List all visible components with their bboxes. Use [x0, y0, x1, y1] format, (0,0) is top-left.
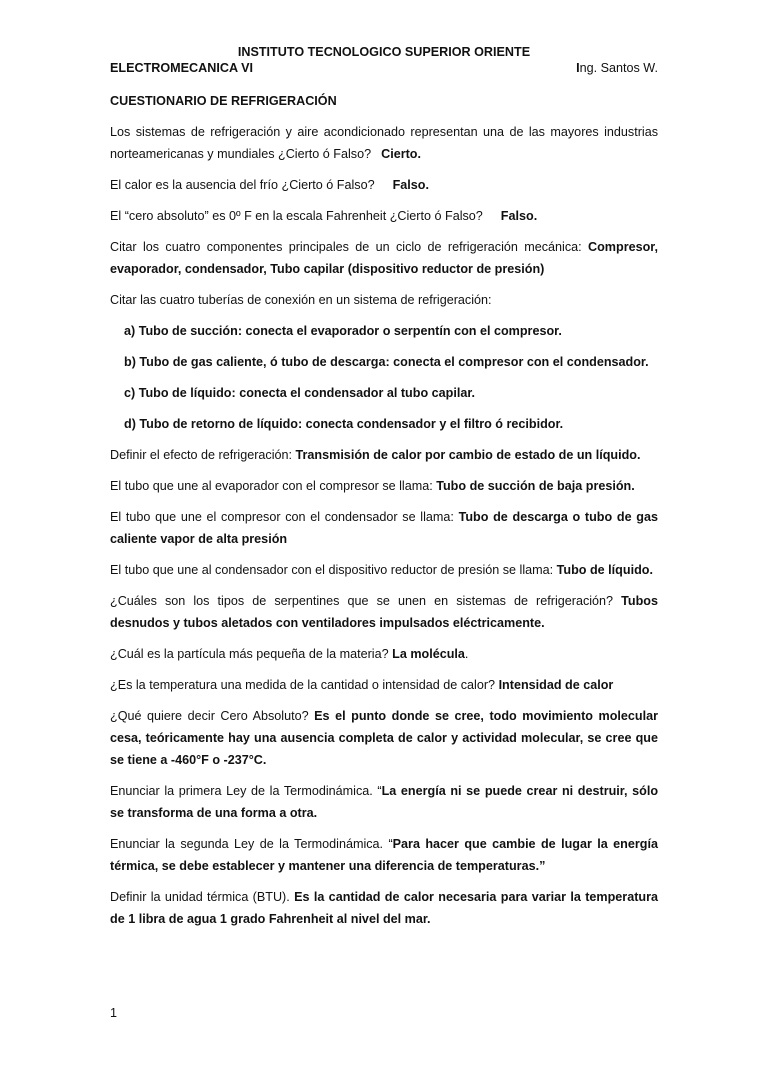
question-5: [110, 289, 658, 311]
question-text: ¿Cuáles son los tipos de serpentines que se unen en sistemas de refrigeración?: [110, 594, 614, 608]
answer-text: Es el punto donde se cree, todo movimiento molecular cesa, teóricamente hay una ausencia completa de calor y actividad molecular, se cree que se tiene a -460°F o -237°C.: [110, 709, 658, 767]
question-text: ¿Cuál es la partícula más pequeña de la materia?: [110, 647, 389, 661]
answer-text: Cierto.: [381, 147, 421, 161]
question-text: Los sistemas de refrigeración y aire acondicionado representan una de las mayores industrias norteamericanas y mundiales ¿Cierto ó Falso?: [110, 125, 658, 161]
answer-text: Es la cantidad de calor necesaria para variar la temperatura de 1 libra de agua 1 grado Fahrenheit al nivel del mar.: [110, 890, 658, 926]
list-item: c) Tubo de líquido: conecta el condensador al tubo capilar.: [124, 386, 476, 400]
answer-text: Falso.: [500, 209, 538, 223]
answer-text: Tubo de líquido.: [556, 563, 653, 577]
author-rest: ng. Santos W.: [579, 61, 658, 75]
question-6: [110, 444, 658, 466]
question-text: ¿Qué quiere decir Cero Absoluto?: [110, 709, 309, 723]
question-1: [110, 121, 658, 165]
question-16: [110, 886, 658, 930]
list-item: b) Tubo de gas caliente, ó tubo de descarga: conecta el compresor con el condensador.: [124, 355, 649, 369]
question-text: El tubo que une al evaporador con el compresor se llama:: [110, 479, 433, 493]
question-text: Definir la unidad térmica (BTU).: [110, 890, 290, 904]
question-text: Enunciar la segunda Ley de la Termodinámica. “: [110, 837, 393, 851]
question-10: [110, 590, 658, 634]
question-8: [110, 506, 658, 550]
question-text: ¿Es la temperatura una medida de la cantidad o intensidad de calor?: [110, 678, 496, 692]
question-14: [110, 780, 658, 824]
author-name: [576, 60, 658, 76]
question-text: Definir el efecto de refrigeración:: [110, 448, 293, 462]
question-12: [110, 674, 658, 696]
pipes-list: [110, 320, 658, 435]
answer-text: Tubo de succión de baja presión.: [436, 479, 635, 493]
question-4: [110, 236, 658, 280]
question-text: Citar los cuatro componentes principales de un ciclo de refrigeración mecánica:: [110, 240, 582, 254]
document-page: [110, 44, 658, 930]
question-text: El tubo que une al condensador con el dispositivo reductor de presión se llama:: [110, 563, 554, 577]
header-row: [110, 60, 658, 76]
answer-text: Para hacer que cambie de lugar la energía térmica, se debe establecer y mantener una diferencia de temperaturas.”: [110, 837, 658, 873]
answer-text: Transmisión de calor por cambio de estado de un líquido.: [295, 448, 641, 462]
list-item: d) Tubo de retorno de líquido: conecta condensador y el filtro ó recibidor.: [124, 417, 564, 431]
section-title: CUESTIONARIO DE REFRIGERACIÓN: [110, 94, 337, 108]
institution-title: INSTITUTO TECNOLOGICO SUPERIOR ORIENTE: [237, 45, 531, 59]
answer-text: Tubos desnudos y tubos aletados con ventiladores impulsados eléctricamente.: [110, 594, 658, 630]
question-text: El calor es la ausencia del frío ¿Cierto ó Falso?: [110, 178, 375, 192]
answer-text: Tubo de descarga o tubo de gas caliente vapor de alta presión: [110, 510, 658, 546]
question-15: [110, 833, 658, 877]
answer-text: Compresor, evaporador, condensador, Tubo capilar (dispositivo reductor de presión): [110, 240, 659, 276]
question-text: El tubo que une el compresor con el condensador se llama:: [110, 510, 454, 524]
answer-text: Intensidad de calor: [498, 678, 614, 692]
question-text: Enunciar la primera Ley de la Termodinámica. “: [110, 784, 382, 798]
question-13: [110, 705, 658, 771]
question-7: [110, 475, 658, 497]
question-11: [110, 643, 658, 665]
question-9: [110, 559, 658, 581]
answer-text: Falso.: [392, 178, 429, 192]
answer-text: La energía ni se puede crear ni destruir, sólo se transforma de una forma a otra.: [110, 784, 659, 820]
course-name: ELECTROMECANICA VI: [110, 61, 253, 75]
author-initial: I: [576, 61, 580, 75]
question-text: Citar las cuatro tuberías de conexión en un sistema de refrigeración:: [110, 293, 492, 307]
question-text: El “cero absoluto” es 0º F en la escala Fahrenheit ¿Cierto ó Falso?: [110, 209, 483, 223]
page-number: 1: [110, 1006, 118, 1020]
question-2: [110, 174, 658, 196]
question-3: [110, 205, 658, 227]
answer-text: La molécula: [392, 647, 465, 661]
list-item: a) Tubo de succión: conecta el evaporador o serpentín con el compresor.: [124, 324, 562, 338]
answer-tail: .: [464, 647, 469, 661]
